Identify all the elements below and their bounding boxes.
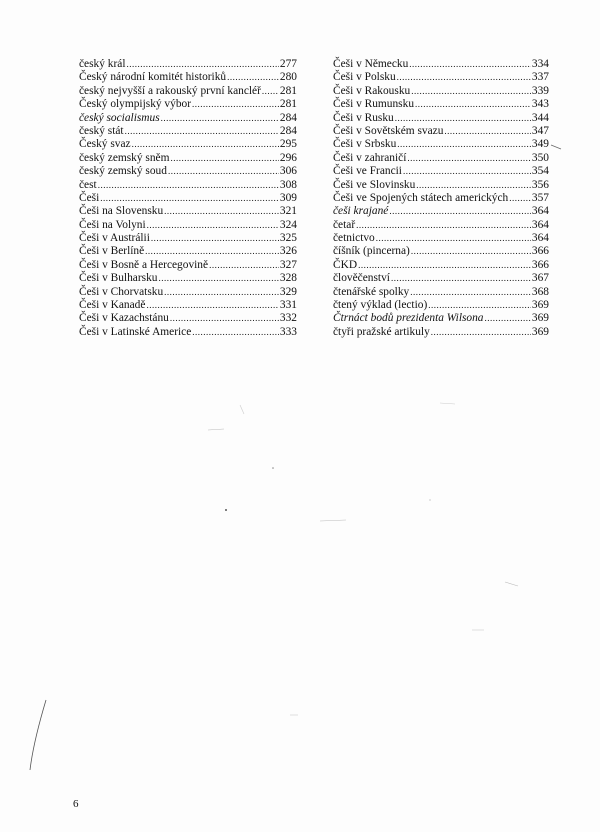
index-term: číšník (pincerna) (333, 245, 410, 258)
index-term: Češi v Austrálii (79, 232, 150, 245)
dot-leader (145, 245, 279, 258)
index-page-number: 328 (279, 272, 297, 285)
dot-leader (227, 71, 279, 84)
index-term: Češi v Polsku (333, 71, 396, 84)
index-entry (333, 138, 549, 151)
dot-leader (132, 138, 279, 151)
dot-leader (356, 219, 531, 232)
index-term: Češi na Slovensku (79, 205, 164, 218)
index-page-number: 369 (531, 299, 549, 312)
index-entry (79, 259, 297, 272)
dot-leader (168, 165, 279, 178)
dot-leader (391, 272, 531, 285)
index-entry (333, 71, 549, 84)
index-entry (333, 125, 549, 138)
index-page-number: 280 (279, 71, 297, 84)
index-entry (79, 179, 297, 192)
index-page-number: 364 (531, 205, 549, 218)
dot-leader (416, 179, 531, 192)
index-term: Češi v Kazachstánu (79, 312, 169, 325)
dot-leader (509, 192, 531, 205)
index-entry (79, 58, 297, 71)
index-page-number: 281 (279, 98, 297, 111)
index-entry (333, 219, 549, 232)
dot-leader (358, 259, 531, 272)
dot-leader (397, 71, 531, 84)
index-term: Češi v Německu (333, 58, 409, 70)
index-entry (333, 286, 549, 299)
index-page-number: 277 (279, 58, 297, 70)
index-entry (79, 138, 297, 151)
dot-leader (164, 205, 279, 218)
index-page-number: 306 (279, 165, 297, 178)
index-column-left (79, 58, 297, 339)
index-column-right (333, 58, 549, 339)
index-entry (333, 312, 549, 325)
dot-leader (151, 232, 279, 245)
index-page-number: 364 (531, 218, 549, 231)
index-term: Češi v Bosně a Hercegovině (79, 258, 209, 271)
dot-leader (395, 112, 531, 125)
index-entry (79, 232, 297, 245)
index-entry (79, 192, 297, 205)
index-term: Češi v Rumunsku (333, 98, 415, 111)
index-page-number: 284 (279, 111, 297, 124)
index-entry (79, 326, 297, 339)
index-term: čtený výklad (lectio) (333, 299, 428, 312)
index-term: český nejvyšší a rakouský první kancléř (79, 84, 261, 97)
dot-leader (415, 98, 531, 111)
index-page-number: 347 (531, 124, 549, 137)
index-page-number: 368 (531, 285, 549, 298)
dot-leader (125, 125, 279, 138)
index-term: Češi v Sovětském svazu (333, 124, 444, 137)
index-page-number: 343 (531, 98, 549, 111)
dot-leader (192, 98, 279, 111)
index-entry (333, 245, 549, 258)
dot-leader (170, 152, 278, 165)
index-entry (79, 299, 297, 312)
index-page-number: 308 (279, 178, 297, 191)
index-entry (333, 179, 549, 192)
index-page-number: 349 (531, 138, 549, 151)
index-term: Češi na Volyni (79, 218, 146, 231)
index-term: Češi v Kanadě (79, 299, 146, 312)
index-entry (79, 272, 297, 285)
index-entry (333, 152, 549, 165)
index-term: čtyři pražské artikuly (333, 325, 430, 338)
index-entry (333, 259, 549, 272)
index-page-number: 295 (279, 138, 297, 151)
index-term: Český svaz (79, 138, 131, 151)
index-entry (79, 245, 297, 258)
index-entry (333, 326, 549, 339)
index-page-number: 369 (531, 312, 549, 325)
index-page-number: 281 (279, 84, 297, 97)
dot-leader (409, 58, 531, 71)
index-term: ČKD (333, 258, 358, 271)
index-term: Češi v Srbsku (333, 138, 397, 151)
index-page-number: 326 (279, 245, 297, 258)
index-term: Češi v Rusku (333, 111, 394, 124)
dot-leader (127, 58, 279, 71)
index-page-number: 354 (531, 165, 549, 178)
index-page-number: 366 (531, 245, 549, 258)
index-entry (79, 71, 297, 84)
index-entry (333, 58, 549, 71)
dot-leader (262, 85, 279, 98)
index-term: Češi ve Francii (333, 165, 402, 178)
dot-leader (192, 326, 279, 339)
index-page-number: 350 (531, 151, 549, 164)
index-page-number: 284 (279, 124, 297, 137)
dot-leader (410, 286, 531, 299)
dot-leader (209, 259, 279, 272)
index-entry (79, 286, 297, 299)
index-entry (333, 272, 549, 285)
index-term: český zemský soud (79, 165, 167, 178)
dot-leader (397, 138, 531, 151)
index-term: Češi v Berlíně (79, 245, 145, 258)
dot-leader (485, 312, 531, 325)
index-entry (333, 205, 549, 218)
page-number: 6 (73, 798, 79, 810)
index-page-number: 327 (279, 258, 297, 271)
index-term: Český olympijský výbor (79, 98, 192, 111)
index-page-number: 339 (531, 84, 549, 97)
dot-leader (389, 205, 531, 218)
index-entry (79, 98, 297, 111)
dot-leader (170, 312, 279, 325)
dot-leader (431, 326, 531, 339)
index-term: Češi v Rakousku (333, 84, 411, 97)
index-page-number: 321 (279, 205, 297, 218)
dot-leader (100, 192, 279, 205)
index-page-number: 324 (279, 218, 297, 231)
index-term: čest (79, 178, 97, 191)
index-page-number: 366 (531, 258, 549, 271)
index-term: četař (333, 218, 356, 231)
index-page-number: 296 (279, 151, 297, 164)
dot-leader (146, 299, 278, 312)
index-term: člověčenství (333, 272, 390, 285)
index-entry (79, 205, 297, 218)
dot-leader (98, 179, 279, 192)
index-page-number: 337 (531, 71, 549, 84)
dot-leader (403, 165, 531, 178)
index-term: Čtrnáct bodů prezidenta Wilsona (333, 312, 484, 325)
index-entry (79, 85, 297, 98)
index-term: Češi v zahraničí (333, 151, 407, 164)
index-page-number: 369 (531, 325, 549, 338)
index-entry (333, 85, 549, 98)
index-page-number: 344 (531, 111, 549, 124)
dot-leader (407, 152, 531, 165)
index-term: Češi (79, 191, 100, 204)
index-entry (333, 112, 549, 125)
index-page-number: 357 (531, 191, 549, 204)
dot-leader (444, 125, 530, 138)
index-entry (333, 232, 549, 245)
index-entry (333, 299, 549, 312)
index-page-number: 332 (279, 312, 297, 325)
dot-leader (411, 85, 531, 98)
index-entry (79, 152, 297, 165)
index-page-number: 356 (531, 178, 549, 191)
dot-leader (428, 299, 531, 312)
dot-leader (376, 232, 531, 245)
index-term: Češi ve Spojených státech amerických (333, 191, 509, 204)
index-term: český stát (79, 124, 124, 137)
index-page-number: 364 (531, 232, 549, 245)
index-page-number: 309 (279, 191, 297, 204)
index-page-number: 333 (279, 325, 297, 338)
index-term: Češi v Chorvatsku (79, 285, 164, 298)
index-term: Český národní komitét historiků (79, 71, 227, 84)
index-entry (79, 312, 297, 325)
index-entry (333, 192, 549, 205)
index-term: češi krajané (333, 205, 389, 218)
index-page-number: 367 (531, 272, 549, 285)
index-term: Češi ve Slovinsku (333, 178, 416, 191)
index-entry (79, 125, 297, 138)
index-entry (333, 165, 549, 178)
index-entry (79, 112, 297, 125)
index-entry (79, 219, 297, 232)
index-term: český král (79, 58, 126, 70)
index-entry (79, 165, 297, 178)
index-term: český zemský sněm (79, 151, 170, 164)
index-term: četnictvo (333, 232, 375, 245)
dot-leader (164, 286, 279, 299)
index-term: Češi v Latinské Americe (79, 325, 192, 338)
index-term: čtenářské spolky (333, 285, 410, 298)
dot-leader (411, 245, 531, 258)
dot-leader (161, 112, 279, 125)
index-page-number: 329 (279, 285, 297, 298)
dot-leader (147, 219, 279, 232)
index-entry (333, 98, 549, 111)
index-page-number: 334 (531, 58, 549, 70)
index-term: Češi v Bulharsku (79, 272, 158, 285)
index-term: český socialismus (79, 111, 160, 124)
index-page-number: 331 (279, 299, 297, 312)
dot-leader (158, 272, 278, 285)
index-page-number: 325 (279, 232, 297, 245)
